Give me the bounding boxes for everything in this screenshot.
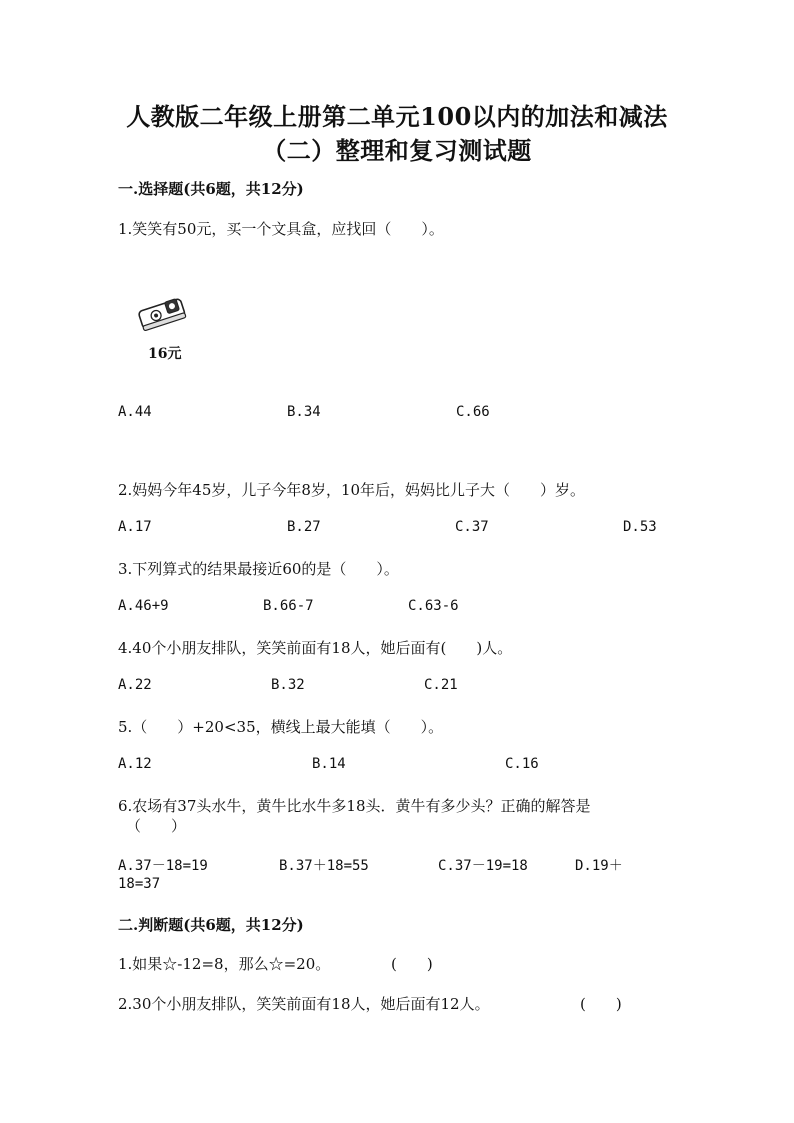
price-label: 16元 (148, 346, 182, 362)
section2-heading: 二.判断题(共6题，共12分) (118, 916, 304, 934)
q5-option-c: C.16 (505, 756, 539, 772)
q4-option-c: C.21 (424, 677, 458, 693)
q3-option-b: B.66-7 (263, 598, 314, 614)
q6-option-b: B.37＋18=55 (279, 858, 369, 874)
q1-option-b: B.34 (287, 404, 321, 420)
section1-heading: 一.选择题(共6题，共12分) (118, 180, 304, 198)
question-1: 1.笑笑有50元，买一个文具盒，应找回（ ）。 (118, 220, 444, 238)
q2-option-b: B.27 (287, 519, 321, 535)
q5-option-a: A.12 (118, 756, 152, 772)
q2-option-a: A.17 (118, 519, 152, 535)
question-6: 6.农场有37头水牛，黄牛比水牛多18头．黄牛有多少头？正确的解答是 (118, 797, 591, 815)
question-6-answer-blank: （ ） (126, 817, 187, 835)
q6-option-a: A.37－18=19 (118, 858, 208, 874)
q6-option-c: C.37－19=18 (438, 858, 528, 874)
q2-option-c: C.37 (455, 519, 489, 535)
q3-option-c: C.63-6 (408, 598, 459, 614)
q5-option-b: B.14 (312, 756, 346, 772)
judge-answer-blank-2: ( ) (580, 995, 622, 1013)
q4-option-b: B.32 (271, 677, 305, 693)
q1-option-a: A.44 (118, 404, 152, 420)
q6-option-d: D.19＋ (575, 858, 623, 874)
q6-option-d-continued: 18=37 (118, 876, 161, 892)
question-3: 3.下列算式的结果最接近60的是（ ）。 (118, 560, 399, 578)
q4-option-a: A.22 (118, 677, 152, 693)
question-5: 5.（ ）+20<35，横线上最大能填（ ）。 (118, 718, 444, 736)
judge-answer-blank-1: ( ) (391, 955, 433, 973)
question-2: 2.妈妈今年45岁，儿子今年8岁，10年后，妈妈比儿子大（ ）岁。 (118, 481, 586, 499)
q3-option-a: A.46+9 (118, 598, 169, 614)
page-title-line2: （二）整理和复习测试题 (262, 136, 532, 165)
page-title-line1: 人教版二年级上册第二单元100以内的加法和减法 (126, 102, 668, 131)
judge-question-2: 2.30个小朋友排队，笑笑前面有18人，她后面有12人。 (118, 995, 490, 1013)
pencil-box-icon (134, 294, 194, 334)
q2-option-d: D.53 (623, 519, 657, 535)
q1-option-c: C.66 (456, 404, 490, 420)
judge-question-1: 1.如果☆-12=8，那么☆=20。 (118, 955, 331, 973)
question-4: 4.40个小朋友排队，笑笑前面有18人，她后面有( )人。 (118, 639, 513, 657)
